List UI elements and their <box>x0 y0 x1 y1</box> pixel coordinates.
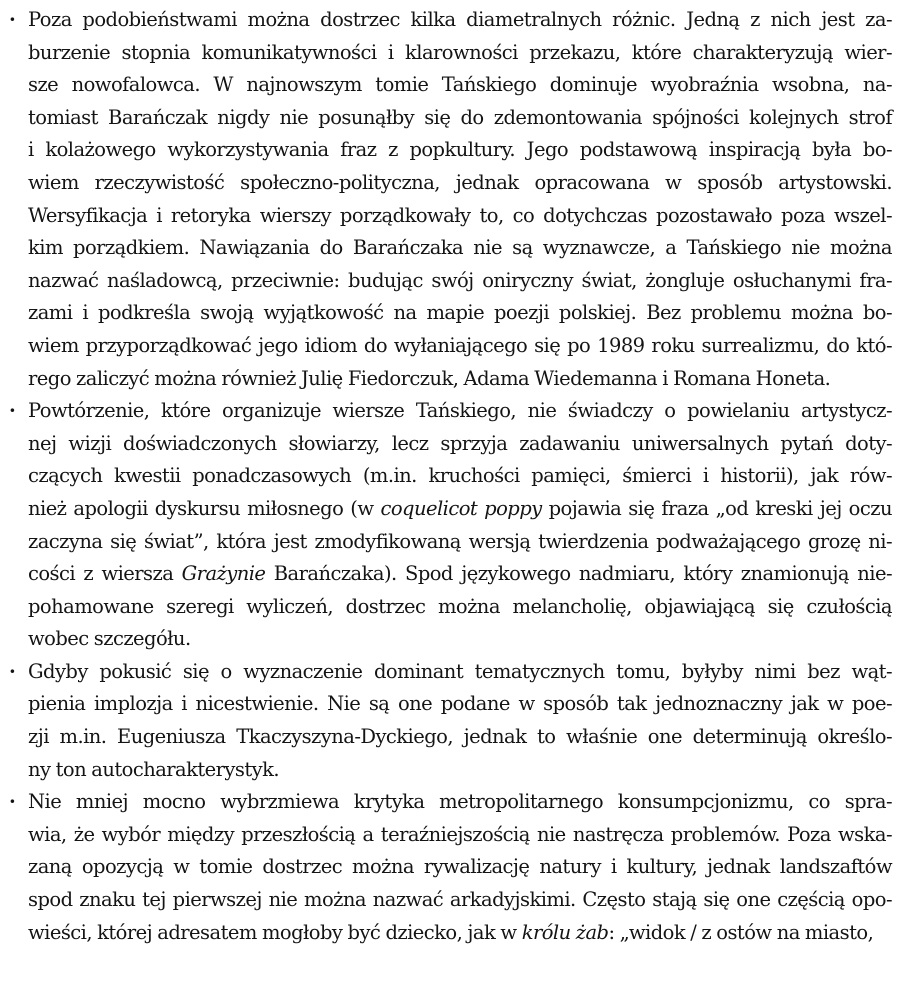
text-line <box>28 688 892 721</box>
paragraph <box>6 395 892 656</box>
text-line <box>28 330 892 363</box>
text-line <box>28 754 892 787</box>
text-line <box>28 102 892 135</box>
text-segment: Gdyby pokusić się o wyznaczenie dominant tematycznych tomu, byłyby nimi bez wąt- <box>28 659 892 683</box>
text-line <box>28 69 892 102</box>
text-line <box>28 851 892 884</box>
paragraph <box>6 4 892 395</box>
text-segment: burzenie stopnia komunikatywności i klarowności przekazu, które charakteryzują wier- <box>28 40 892 64</box>
text-segment: i kolażowego wykorzystywania fraz z popkultury. Jego podstawową inspiracją była bo- <box>28 138 892 162</box>
text-segment: zaną opozycją w tomie dostrzec można rywalizację natury i kultury, jednak landszaftów <box>28 855 892 879</box>
text-segment: spod znaku tej pierwszej nie można nazwać arkadyjskimi. Często stają się one częścią opo- <box>28 888 892 912</box>
text-segment: wiem przyporządkować jego idiom do wyłaniającego się po 1989 roku surrealizmu, do któ- <box>28 333 892 357</box>
italic-title: Grażynie <box>181 562 266 586</box>
text-segment: : „widok / z ostów na miasto, <box>608 920 874 944</box>
text-line <box>28 786 892 819</box>
text-line <box>28 265 892 298</box>
text-line <box>28 460 892 493</box>
text-line <box>28 167 892 200</box>
text-segment: nej wizji doświadczonych słowiarzy, lecz sprzyja zadawaniu uniwersalnych pytań doty- <box>28 431 892 455</box>
text-segment: wia, że wybór między przeszłością a teraźniejszością nie nastręcza problemów. Poza wska- <box>28 822 892 846</box>
text-segment: sze nowofalowca. W najnowszym tomie Tańskiego dominuje wyobraźnia wsobna, na- <box>28 73 892 97</box>
bullet-marker: · <box>9 399 16 423</box>
text-line <box>28 526 892 559</box>
text-segment: rego zaliczyć można również Julię Fiedorczuk, Adama Wiedemanna i Romana Honeta. <box>28 366 831 390</box>
text-line <box>28 395 892 428</box>
text-line <box>28 363 892 396</box>
text-line <box>28 134 892 167</box>
text-segment: pohamowane szeregi wyliczeń, dostrzec można melancholię, objawiającą się czułością <box>28 594 892 618</box>
text-segment: wieści, której adresatem mogłoby być dziecko, jak w <box>28 920 522 944</box>
text-line <box>28 884 892 917</box>
text-line <box>28 428 892 461</box>
text-segment: wobec szczegółu. <box>28 627 191 651</box>
italic-title: coquelicot poppy <box>380 496 542 520</box>
bullet-marker: · <box>9 8 16 31</box>
text-line <box>28 297 892 330</box>
text-line <box>28 493 892 526</box>
text-segment: pienia implozja i nicestwienie. Nie są one podane w sposób tak jednoznaczny jak w poe- <box>28 692 892 716</box>
text-segment: Wersyfikacja i retoryka wierszy porządkowały to, co dotychczas pozostawało poza wszel- <box>28 203 892 227</box>
text-line <box>28 558 892 591</box>
text-segment: zji m.in. Eugeniusza Tkaczyszyna-Dyckiego, jednak to właśnie one determinują określo- <box>28 725 892 749</box>
text-segment: nazwać naśladowcą, przeciwnie: budując swój oniryczny świat, żongluje osłuchanymi fra- <box>28 268 892 292</box>
text-line <box>28 591 892 624</box>
text-segment: ny ton autocharakterystyk. <box>28 757 280 781</box>
text-line <box>28 721 892 754</box>
text-segment: Poza podobieństwami można dostrzec kilka diametralnych różnic. Jedną z nich jest za- <box>28 8 892 31</box>
text-line <box>28 917 892 950</box>
paragraph <box>6 656 892 786</box>
text-line <box>28 232 892 265</box>
text-line <box>28 819 892 852</box>
text-line <box>28 200 892 233</box>
paragraph <box>6 786 892 949</box>
text-line <box>28 4 892 37</box>
text-segment: zami i podkreśla swoją wyjątkowość na mapie poezji polskiej. Bez problemu można bo- <box>28 301 892 325</box>
text-segment: Powtórzenie, które organizuje wiersze Tańskiego, nie świadczy o powielaniu artystycz- <box>28 399 892 423</box>
text-segment: pojawia się fraza „od kreski jej oczu <box>541 496 892 520</box>
text-segment: wiem rzeczywistość społeczno-polityczna, jednak opracowana w sposób artystowski. <box>28 170 892 194</box>
text-segment: nież apologii dyskursu miłosnego (w <box>28 496 381 520</box>
text-segment: Barańczaka). Spod językowego nadmiaru, który znamionują nie- <box>265 562 892 586</box>
text-line <box>28 623 892 656</box>
bullet-marker: · <box>9 790 16 814</box>
text-segment: kim porządkiem. Nawiązania do Barańczaka nie są wyznawcze, a Tańskiego nie można <box>28 236 892 260</box>
text-line <box>28 656 892 689</box>
text-segment: cości z wiersza <box>28 562 182 586</box>
text-line <box>28 37 892 70</box>
italic-title: królu żab <box>521 920 609 944</box>
text-segment: Nie mniej mocno wybrzmiewa krytyka metropolitarnego konsumpcjonizmu, co spra- <box>28 790 892 814</box>
text-segment: zaczyna się świat”, która jest zmodyfikowaną wersją twierdzenia podważającego grozę ni- <box>28 529 892 553</box>
bullet-marker: · <box>9 659 16 683</box>
text-segment: tomiast Barańczak nigdy nie posunąłby się do zdemontowania spójności kolejnych strof <box>28 105 892 129</box>
text-segment: czących kwestii ponadczasowych (m.in. kruchości pamięci, śmierci i historii), jak rów- <box>28 464 892 488</box>
